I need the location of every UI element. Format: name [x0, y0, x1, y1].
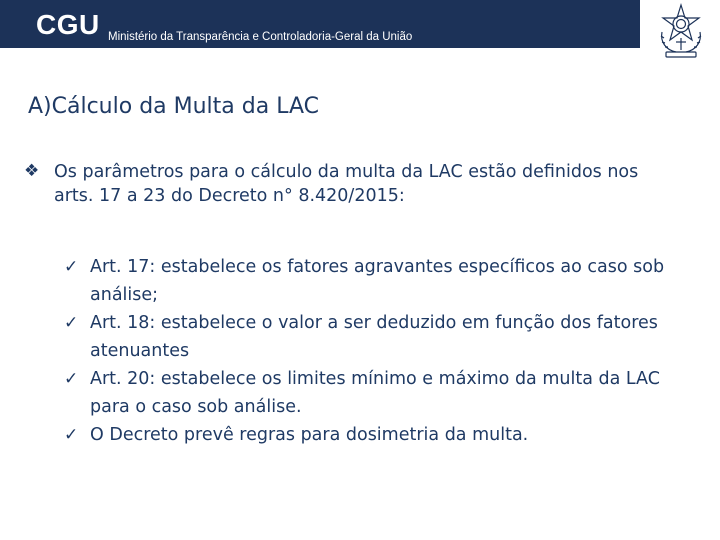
lead-paragraph — [24, 160, 676, 208]
checkmark-icon: ✓ — [64, 369, 79, 389]
lead-text: Os parâmetros para o cálculo da multa da LAC estão definidos nos arts. 17 a 23 do Decreto n° 8.420/2015: — [54, 162, 639, 206]
list-item-text: O Decreto prevê regras para dosimetria da multa. — [90, 425, 529, 445]
checkmark-icon: ✓ — [64, 425, 79, 445]
list-item-text: Art. 18: estabelece o valor a ser deduzido em função dos fatores atenuantes — [90, 313, 658, 361]
list-item-text: Art. 17: estabelece os fatores agravantes específicos ao caso sob análise; — [90, 257, 665, 305]
list-item — [64, 365, 704, 421]
slide-title: A)Cálculo da Multa da LAC — [28, 94, 319, 119]
checkmark-icon: ✓ — [64, 257, 79, 277]
list-item — [64, 421, 704, 449]
checkmark-icon: ✓ — [64, 313, 79, 333]
cgu-logo: CGU — [36, 9, 100, 40]
check-list — [64, 253, 704, 449]
brazil-coat-of-arms-icon — [654, 2, 708, 60]
list-item — [64, 309, 704, 365]
header-bar — [0, 0, 640, 48]
list-item — [64, 253, 704, 309]
slide-header — [0, 0, 720, 62]
list-item-text: Art. 20: estabelece os limites mínimo e máximo da multa da LAC para o caso sob análise. — [90, 369, 660, 417]
ministry-name: Ministério da Transparência e Controladoria-Geral da União — [108, 31, 413, 43]
diamond-bullet-icon: ❖ — [24, 161, 40, 181]
